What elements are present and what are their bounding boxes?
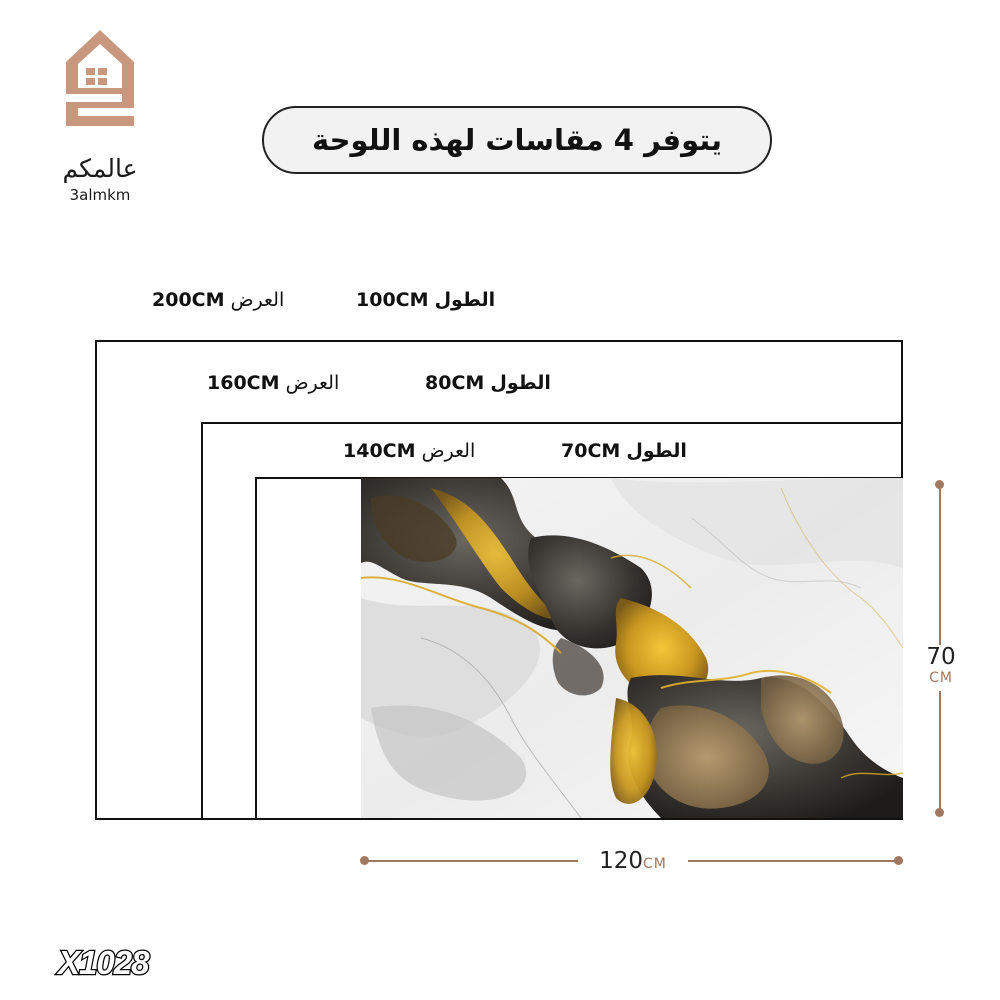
size-1-length xyxy=(356,289,495,311)
size-3-length-value: 70CM xyxy=(561,440,621,462)
size-2-length-value: 80CM xyxy=(425,372,485,394)
brand-name-english: 3almkm xyxy=(69,186,131,204)
marble-painting xyxy=(361,478,903,818)
height-dimension-bottom-dot xyxy=(935,808,944,817)
title-banner xyxy=(262,106,772,174)
width-dimension-left-dot xyxy=(360,856,369,865)
size-3-length xyxy=(561,440,687,462)
size-1-length-label: الطول xyxy=(434,289,496,311)
size-1-width-label: العرض xyxy=(230,289,285,311)
size-2-width-value: 160CM xyxy=(207,372,280,394)
marble-artwork-image xyxy=(361,478,903,818)
size-3-width-value: 140CM xyxy=(343,440,416,462)
size-1-width xyxy=(152,289,284,311)
size-2-width xyxy=(207,372,339,394)
width-dimension-right-dot xyxy=(894,856,903,865)
page-title: يتوفر 4 مقاسات لهذه اللوحة xyxy=(311,123,723,157)
brand-logo xyxy=(50,28,150,204)
size-2-width-label: العرض xyxy=(285,372,340,394)
brand-name-arabic: عالمكم xyxy=(62,154,138,183)
house-icon xyxy=(62,28,138,128)
height-dimension-label xyxy=(920,645,962,691)
width-unit: CM xyxy=(643,856,667,872)
size-2-length-label: الطول xyxy=(490,372,551,394)
size-1-width-value: 200CM xyxy=(152,289,225,311)
product-code: X1028 xyxy=(58,944,149,981)
size-1-length-value: 100CM xyxy=(356,289,429,311)
size-3-length-label: الطول xyxy=(626,440,687,462)
size-3-width-label: العرض xyxy=(421,440,476,462)
size-3-width xyxy=(343,440,475,462)
height-unit: CM xyxy=(929,670,953,686)
width-dimension-label xyxy=(578,848,688,874)
size-2-length xyxy=(425,372,551,394)
height-value: 70 xyxy=(926,644,956,670)
height-dimension-top-dot xyxy=(935,480,944,489)
width-value: 120 xyxy=(599,848,644,874)
